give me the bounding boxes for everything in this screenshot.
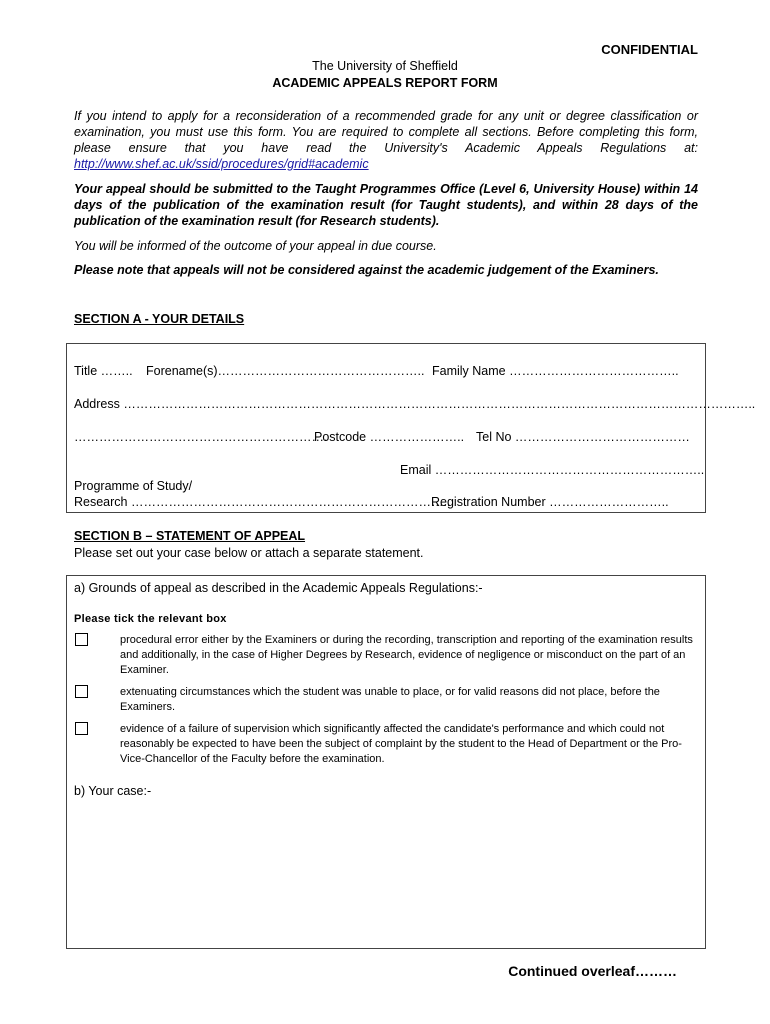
postcode-field[interactable]: Postcode ………………….. [314, 430, 465, 444]
procedural-error-text: procedural error either by the Examiners or during the recording, transcription and reporting of the examination results and additionally, in the case of Higher Degrees by Research, evidence of negligence or misconduct on the part of an Examiner. [120, 634, 693, 676]
registration-number-field[interactable]: Registration Number ……………………….. [431, 495, 669, 509]
extenuating-circumstances-text: extenuating circumstances which the student was unable to place, or for valid reasons did not place, before the Examiners. [120, 686, 660, 713]
section-a-box [66, 343, 756, 513]
family-name-field[interactable]: Family Name ………………………………….. [432, 364, 679, 378]
extenuating-circumstances-checkbox[interactable] [75, 685, 88, 698]
regulations-link[interactable]: http://www.shef.ac.uk/ssid/procedures/grid#academic [74, 157, 369, 171]
section-a-heading: SECTION A - YOUR DETAILS [74, 312, 245, 326]
intro-text: If you intend to apply for a reconsideration of a recommended grade for any unit or degree classification or examination, you must use this form. You are required to complete all sections. Before completing this form, please ensure that you have read the University's Academic Appeals Regulations at: [74, 109, 698, 155]
title-field[interactable]: Title …….. [74, 364, 133, 378]
grounds-label: a) Grounds of appeal as described in the Academic Appeals Regulations:- [74, 581, 483, 595]
procedural-error-checkbox[interactable] [75, 633, 88, 646]
your-case-label: b) Your case:- [74, 784, 152, 798]
page-title: ACADEMIC APPEALS REPORT FORM [272, 76, 498, 90]
tel-field[interactable]: Tel No …………………………………… [476, 430, 690, 444]
programme-label: Programme of Study/ [74, 479, 193, 493]
your-case-area[interactable] [74, 804, 694, 939]
submission-note: Your appeal should be submitted to the Taught Programmes Office (Level 6, University House) within 14 days of the publication of the examination result (for Taught students), and within 28 days of the publication of the examination result (for Research students). [74, 182, 698, 228]
supervision-failure-checkbox[interactable] [75, 722, 88, 735]
section-b-box [66, 575, 706, 949]
supervision-failure-text: evidence of a failure of supervision which significantly affected the candidate's performance and which could not reasonably be expected to have been the subject of complaint by the student to the Head of Department or the Pro-Vice-Chancellor of the Faculty before the examination. [120, 723, 682, 765]
email-field[interactable]: Email ……………………………………………………….. [400, 463, 705, 477]
section-b-heading: SECTION B – STATEMENT OF APPEAL [74, 529, 306, 543]
university-name: The University of Sheffield [312, 59, 458, 73]
outcome-note: You will be informed of the outcome of your appeal in due course. [74, 239, 437, 253]
address-field[interactable]: Address …………………………………………………………………………………………………………………………………….. [74, 397, 756, 411]
judgement-note: Please note that appeals will not be considered against the academic judgement of the Examiners. [74, 263, 659, 277]
research-field[interactable]: Research ………………………………………………………………….. [74, 495, 451, 509]
confidential-label: CONFIDENTIAL [601, 42, 698, 57]
tick-instruction: Please tick the relevant box [74, 613, 227, 625]
intro-paragraph [74, 108, 698, 172]
section-b-instruction: Please set out your case below or attach a separate statement. [74, 546, 424, 560]
address-line-2[interactable]: ……………………………………………………. [74, 430, 328, 444]
forename-field[interactable]: Forename(s)………………………………………….. [146, 364, 425, 378]
continued-overleaf: Continued overleaf……… [508, 963, 677, 979]
